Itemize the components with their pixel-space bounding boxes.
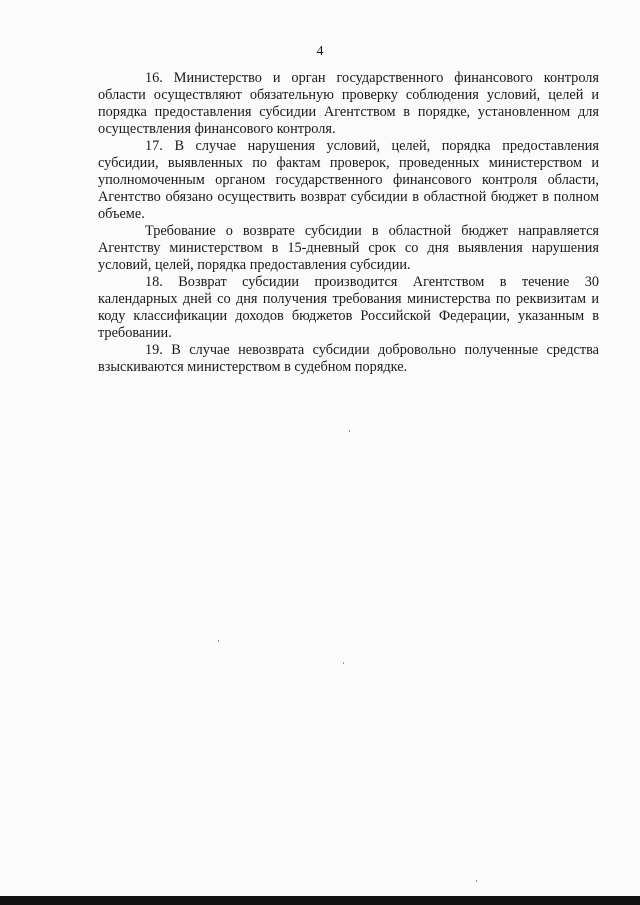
page-number: 4	[316, 44, 324, 59]
scan-speck	[476, 880, 477, 882]
scan-speck	[218, 640, 219, 642]
document-body	[98, 70, 599, 376]
paragraph-16: 16. Министерство и орган государственного финансового контроля области осуществляют обязательную проверку соблюдения условий, целей и порядка предоставления субсидии Агентством в порядке, установленном для осуществления финансового контроля.	[98, 70, 599, 137]
paragraph-17-requirement: Требование о возврате субсидии в областной бюджет направляется Агентству министерством в 15-дневный срок со дня выявления нарушения условий, целей, порядка предоставления субсидии.	[98, 223, 599, 273]
scan-speck	[343, 662, 344, 664]
paragraph-19: 19. В случае невозврата субсидии добровольно полученные средства взыскиваются министерством в судебном порядке.	[98, 342, 599, 375]
scan-speck	[349, 430, 350, 432]
paragraph-17: 17. В случае нарушения условий, целей, порядка предоставления субсидии, выявленных по фактам проверок, проведенных министерством и уполномоченным органом государственного финансового контроля области, Агентство обязано осуществить возврат субсидии в областной бюджет в полном объеме.	[98, 138, 599, 222]
scan-bottom-edge	[0, 896, 640, 905]
paragraph-18: 18. Возврат субсидии производится Агентством в течение 30 календарных дней со дня получения требования министерства по реквизитам и коду классификации доходов бюджетов Российской Федерации, указанным в требовании.	[98, 274, 599, 341]
